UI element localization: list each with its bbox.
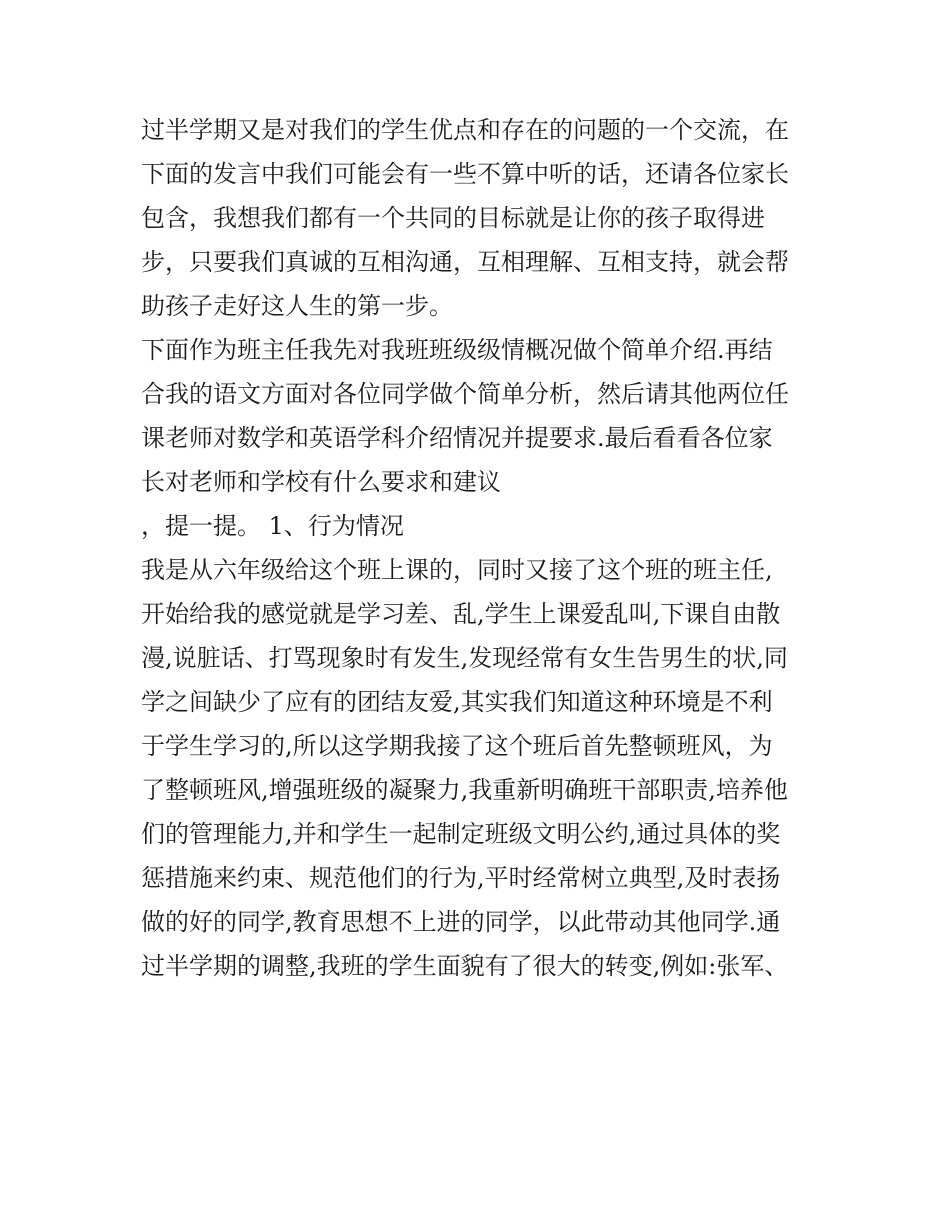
text-line: 过半学期又是对我们的学生优点和存在的问题的一个交流，在 [141, 116, 789, 144]
text-line: 学之间缺少了应有的团结友爱,其实我们知道这种环境是不利 [141, 688, 773, 716]
text-line: 于学生学习的,所以这学期我接了这个班后首先整顿班风，为 [141, 732, 773, 760]
body-text [141, 108, 831, 988]
text-line: 长对老师和学校有什么要求和建议 [141, 468, 501, 496]
text-line: 漫,说脏话、打骂现象时有发生,发现经常有女生告男生的状,同 [141, 644, 788, 672]
text-line: 合我的语文方面对各位同学做个简单分析，然后请其他两位任 [141, 380, 789, 408]
text-line: 惩措施来约束、规范他们的行为,平时经常树立典型,及时表扬 [141, 864, 781, 892]
text-line: 步，只要我们真诚的互相沟通，互相理解、互相支持，就会帮 [141, 248, 789, 276]
text-line: 过半学期的调整,我班的学生面貌有了很大的转变,例如:张军、 [141, 952, 789, 980]
text-line: 我是从六年级给这个班上课的，同时又接了这个班的班主任, [141, 556, 773, 584]
text-line: 做的好的同学,教育思想不上进的同学，以此带动其他同学.通 [141, 908, 781, 936]
text-line: 开始给我的感觉就是学习差、乱,学生上课爱乱叫,下课自由散 [141, 600, 781, 628]
section-heading: ，提一提。 1、行为情况 [141, 512, 404, 540]
text-line: 助孩子走好这人生的第一步。 [141, 292, 453, 320]
text-line: 们的管理能力,并和学生一起制定班级文明公约,通过具体的奖 [141, 820, 781, 848]
text-line: 课老师对数学和英语学科介绍情况并提要求.最后看看各位家 [141, 424, 773, 452]
text-line: 了整顿班风,增强班级的凝聚力,我重新明确班干部职责,培养他 [141, 776, 788, 804]
text-line: 下面作为班主任我先对我班班级级情概况做个简单介绍.再结 [141, 336, 773, 364]
text-line: 下面的发言中我们可能会有一些不算中听的话，还请各位家长 [141, 160, 789, 188]
text-line: 包含，我想我们都有一个共同的目标就是让你的孩子取得进 [141, 204, 765, 232]
